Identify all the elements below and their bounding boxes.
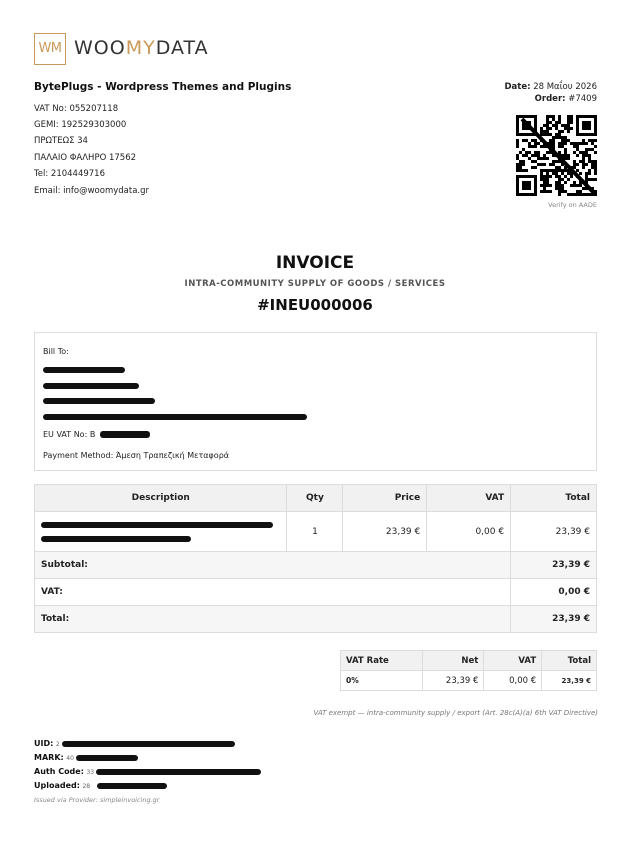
aade-mark [34, 753, 74, 762]
vat-col-net: Net [422, 651, 484, 671]
eu-vat-number [43, 430, 95, 439]
auth-label: Auth Code: [34, 767, 84, 776]
redaction [41, 522, 273, 528]
redaction [100, 431, 150, 438]
bill-to-box [34, 332, 597, 471]
item-vat: 0,00 € [427, 512, 511, 552]
auth-prefix: 33 [86, 769, 95, 776]
table-row [35, 512, 597, 552]
invoice-title: INVOICE [275, 253, 355, 273]
logo-text-mid: MY [125, 37, 156, 59]
subtotal-row [35, 552, 597, 579]
vat-exempt-note: VAT exempt — intra-community supply / export (Art. 28c(A)(a) 6th VAT Directive) [313, 709, 598, 717]
verify-aade-caption: Verify on AADE [548, 201, 597, 209]
logo-text-pre: WOO [74, 37, 126, 59]
uploaded-prefix: 28 [82, 783, 91, 790]
redaction [43, 367, 125, 373]
order-number [535, 94, 597, 104]
redaction [43, 414, 307, 420]
vat-col-vat: VAT [484, 651, 542, 671]
invoice-date [504, 82, 597, 92]
vat-row [35, 579, 597, 606]
vat-rate: 0% [341, 671, 423, 691]
mark-label: MARK: [34, 753, 64, 762]
col-header-price: Price [343, 485, 427, 512]
logo-text-post: DATA [155, 37, 209, 59]
uploaded-label: Uploaded: [34, 781, 80, 790]
vat-total: 23,39 € [542, 671, 597, 691]
invoice-subtitle: INTRA-COMMUNITY SUPPLY OF GOODS / SERVICES [184, 279, 446, 289]
company-street: ΠΡΩΤΕΩΣ 34 [34, 136, 88, 146]
company-vat: VAT No: 055207118 [34, 104, 119, 114]
item-description [35, 512, 287, 552]
aade-uid [34, 739, 60, 748]
col-header-vat: VAT [427, 485, 511, 512]
redaction [76, 755, 138, 761]
aade-uploaded [34, 781, 90, 790]
date-value: 28 Μαΐου 2026 [533, 82, 597, 92]
uid-label: UID: [34, 739, 54, 748]
vat-header-row [341, 651, 597, 671]
subtotal-label: Subtotal: [35, 552, 511, 579]
total-label: Total: [35, 606, 511, 633]
vat-col-total: Total [542, 651, 597, 671]
total-value: 23,39 € [511, 606, 597, 633]
payment-method [43, 451, 229, 460]
uid-prefix: 2 [55, 741, 60, 748]
invoice-number: #INEU000006 [257, 296, 373, 314]
order-value: #7409 [568, 94, 597, 104]
item-qty: 1 [287, 512, 343, 552]
vat-net: 23,39 € [422, 671, 484, 691]
order-label: Order: [534, 94, 566, 104]
logo-mark: WM [34, 33, 66, 65]
company-email: Email: info@woomydata.gr [34, 186, 149, 196]
redaction [97, 783, 167, 789]
vat-label: VAT: [35, 579, 511, 606]
payment-label: Payment Method: [43, 451, 114, 460]
vat-col-rate: VAT Rate [341, 651, 423, 671]
redaction [62, 741, 235, 747]
mark-prefix: 40 [66, 755, 74, 762]
table-row [341, 671, 597, 691]
company-name: BytePlugs - Wordpress Themes and Plugins [34, 81, 292, 93]
bill-to-label: Bill To: [43, 347, 69, 356]
redaction [41, 536, 191, 542]
item-total: 23,39 € [511, 512, 597, 552]
eu-vat-prefix: EU VAT No: B [43, 430, 96, 439]
company-tel: Tel: 2104449716 [34, 169, 105, 179]
company-city: ΠΑΛΑΙΟ ΦΑΛΗΡΟ 17562 [34, 153, 137, 163]
provider-note: Issued via Provider: simpleinvoicing.gr [34, 796, 160, 804]
items-header-row [35, 485, 597, 512]
vat-value: 0,00 € [511, 579, 597, 606]
redaction [43, 383, 139, 389]
company-gemi: GEMI: 192529303000 [34, 120, 127, 130]
qr-code[interactable] [516, 115, 597, 196]
col-header-qty: Qty [287, 485, 343, 512]
vat-breakdown-table [340, 650, 597, 691]
subtotal-value: 23,39 € [511, 552, 597, 579]
redaction [43, 398, 155, 404]
aade-auth-code [34, 767, 94, 776]
items-table [34, 484, 597, 633]
logo-wordmark [74, 37, 209, 59]
total-row [35, 606, 597, 633]
col-header-total: Total [511, 485, 597, 512]
item-price: 23,39 € [343, 512, 427, 552]
date-label: Date: [504, 82, 531, 92]
col-header-description: Description [35, 485, 287, 512]
vat-vat: 0,00 € [484, 671, 542, 691]
payment-value: Άμεση Τραπεζική Μεταφορά [115, 451, 230, 460]
redaction [96, 769, 261, 775]
